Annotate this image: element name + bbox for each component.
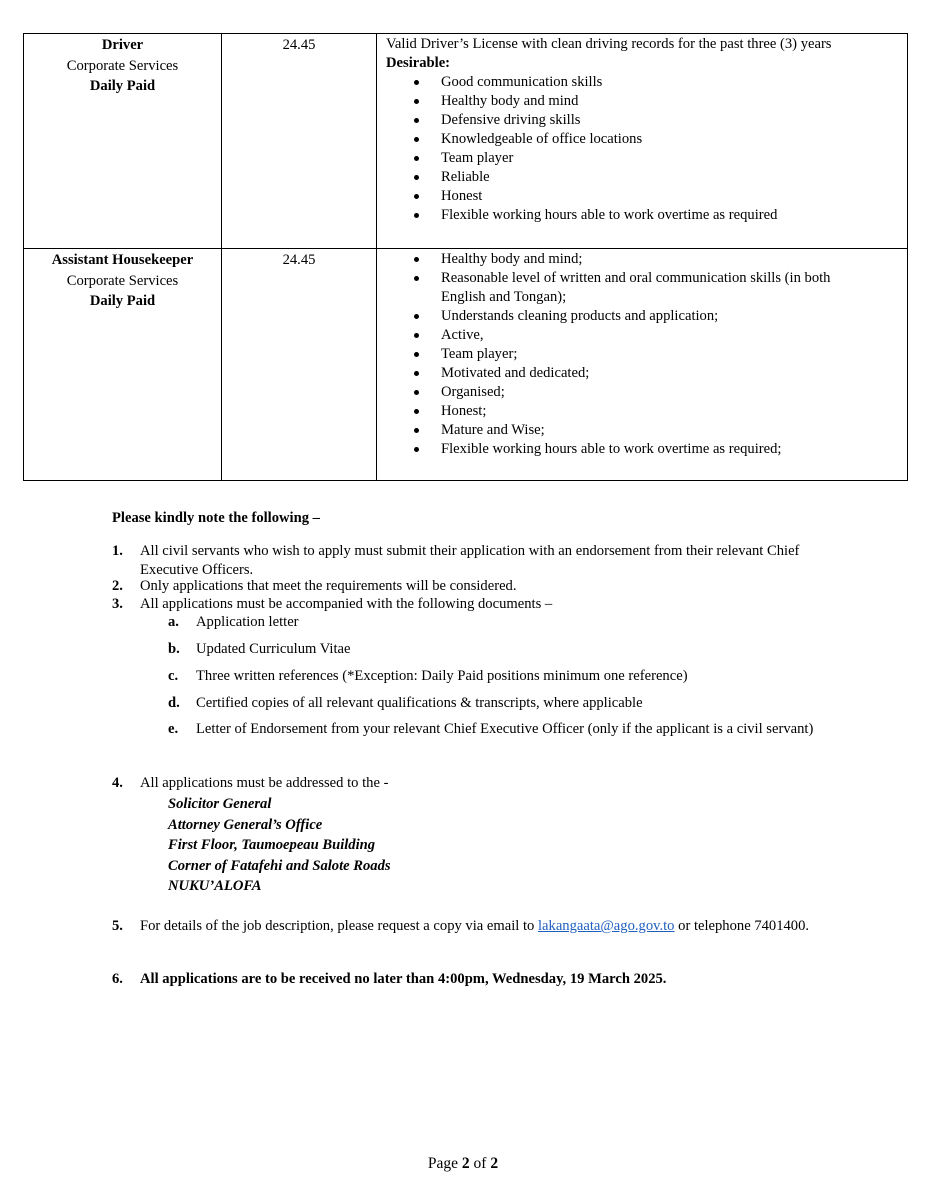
position-row-driver [24, 34, 908, 249]
document-letter: c. [168, 668, 179, 684]
list-item: Team player [386, 149, 907, 168]
address-line: Attorney General’s Office [168, 816, 323, 833]
list-item: Motivated and dedicated; [386, 364, 907, 383]
page-number: 2 [461, 1155, 470, 1172]
list-item: Healthy body and mind; [386, 250, 907, 269]
note-item-6 [112, 970, 816, 989]
position-cell [24, 34, 222, 249]
mailing-address [168, 794, 391, 897]
list-item: Active, [386, 326, 907, 345]
list-item: Team player; [386, 345, 907, 364]
address-line: NUKU’ALOFA [168, 878, 262, 894]
list-item: Healthy body and mind [386, 92, 907, 111]
list-item: Organised; [386, 383, 907, 402]
document-text: Certified copies of all relevant qualifications & transcripts, where applicable [196, 695, 643, 711]
document-letter: d. [168, 695, 180, 711]
note-item-5 [112, 913, 816, 941]
email-link[interactable]: lakangaata@ago.gov.to [537, 918, 675, 934]
document-item-a [168, 609, 816, 635]
note-text: Only applications that meet the requirements will be considered. [140, 578, 517, 594]
note-text: All applications are to be received no later than 4:00pm, Wednesday, 19 March 2025. [140, 971, 667, 987]
position-pay-type: Daily Paid [89, 78, 156, 94]
note-item-1 [112, 542, 816, 580]
document-text: Three written references (*Exception: Daily Paid positions minimum one reference) [196, 668, 688, 684]
list-item: Honest [386, 187, 907, 206]
address-line: First Floor, Taumoepeau Building [168, 837, 376, 853]
note-text: All applications must be accompanied with the following documents – [140, 596, 553, 612]
note-number: 4. [112, 775, 123, 791]
address-line: Solicitor General [168, 796, 272, 812]
document-item-b [168, 636, 816, 662]
list-item: Flexible working hours able to work overtime as required; [386, 440, 907, 459]
note-text [140, 913, 816, 941]
desirable-label: Desirable: [386, 55, 451, 71]
position-division: Corporate Services [66, 57, 179, 74]
note-number: 1. [112, 543, 123, 559]
position-cell [24, 249, 222, 481]
page-footer [0, 1155, 926, 1173]
note-text: All applications must be addressed to the - [140, 775, 389, 791]
document-letter: b. [168, 641, 180, 657]
note-number: 2. [112, 578, 123, 594]
document-text: Updated Curriculum Vitae [196, 641, 351, 657]
note-item-2 [112, 577, 816, 596]
list-item: Knowledgeable of office locations [386, 130, 907, 149]
list-item: Defensive driving skills [386, 111, 907, 130]
document-text: Letter of Endorsement from your relevant Chief Executive Officer (only if the applicant is a civil servant) [196, 721, 814, 737]
position-pay-type: Daily Paid [89, 293, 156, 309]
salary-value: 24.45 [282, 252, 316, 268]
notes-heading: Please kindly note the following – [112, 510, 320, 526]
position-title: Assistant Housekeeper [51, 252, 194, 268]
of-word: of [473, 1155, 487, 1172]
requirement-text: Valid Driver’s License with clean driving records for the past three (3) years [386, 36, 832, 52]
position-title: Driver [101, 37, 144, 53]
document-item-e [168, 716, 816, 742]
list-item: Reasonable level of written and oral communication skills (in both English and Tongan); [386, 269, 907, 307]
page-word: Page [427, 1155, 459, 1172]
document-letter: e. [168, 721, 179, 737]
salary-cell [222, 249, 377, 481]
salary-value: 24.45 [282, 37, 316, 53]
list-item: Reliable [386, 168, 907, 187]
salary-cell [222, 34, 377, 249]
list-item: Good communication skills [386, 73, 907, 92]
document-item-d [168, 690, 816, 716]
list-item: Understands cleaning products and application; [386, 307, 907, 326]
list-item: Mature and Wise; [386, 421, 907, 440]
note-number: 5. [112, 918, 123, 934]
address-line: Corner of Fatafehi and Salote Roads [168, 857, 391, 874]
page-total: 2 [490, 1155, 499, 1172]
note-text-start: For details of the job description, please request a copy via email to [140, 918, 535, 934]
requirements-cell [377, 249, 908, 481]
position-row-assistant-housekeeper [24, 249, 908, 481]
note-number: 6. [112, 971, 123, 987]
requirements-list [386, 250, 907, 459]
desirable-list [386, 73, 907, 225]
document-text: Application letter [196, 614, 299, 630]
note-text-end: or telephone 7401400. [678, 918, 810, 934]
position-division: Corporate Services [66, 272, 179, 289]
note-text: All civil servants who wish to apply must submit their application with an endorsement from their relevant Chief Executive Officers. [140, 543, 800, 578]
list-item: Honest; [386, 402, 907, 421]
positions-table [23, 33, 908, 481]
note-item-4 [112, 774, 816, 793]
document-letter: a. [168, 614, 179, 630]
note-number: 3. [112, 596, 123, 612]
list-item: Flexible working hours able to work overtime as required [386, 206, 907, 225]
document-item-c [168, 663, 816, 689]
requirements-cell [377, 34, 908, 249]
